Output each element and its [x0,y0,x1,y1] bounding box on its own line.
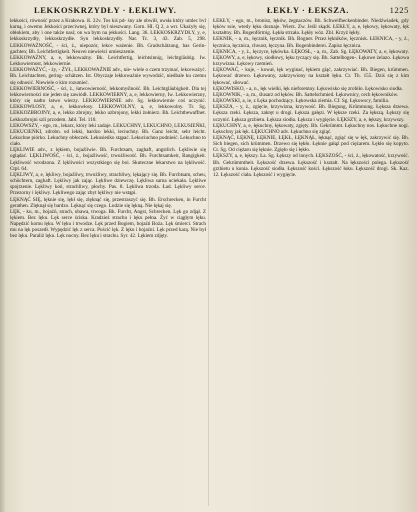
column-divider [208,18,209,506]
entry-paragraph: ŁĘKOWISKO, - a, n., łęk wielki, łęk nieforemny. Łękowisko się zrobiło. Łękowisko siodła. [213,85,403,92]
entry-paragraph: ŁĘKOWNIK, - a, m., ślusarz od łęków. Bh. Sattelschmied. Łękownicy, cech łękowników. [213,91,399,98]
header-left-title: LEKKOSKRZYDŁY · ŁEKLIWY. [34,5,177,15]
entry-paragraph: LĘKLIWY, a, e, lękliwy, bojaźliwy, trwożliwy, strachliwy, lękający się. Bh. Furchtsam, scheu, schüchtern, zaghaft. Lękliwy jak zając. Lękliwe dziewczę. Lękliwa sarna uciekała. Lękliwe spojrzenie. Lękliwy koń, strachliwy, płochy. Pas. 8. Lękliwa trzoda. Ład. Lękliwy serce. Przezorny i lękliwy. Lękliwego zając zbyt lękliwy nie wstąpi. [10,171,206,197]
entry-paragraph: LĘKLIWIE adv., z lękiem, bojaźliwie. Bh. Furchtsam, zaghaft, angstlich. Lękliwie się oglądać. LĘKLIWOŚĆ, - ści, ż., bojaźliwość, trwożliwość. Bh. Furchtsamkeit, Bangigkeit. Lękliwość wrodzona. Z lękliwości wszystkiego się boi. Skuteczne lekarstwo na lękliwość. Ctpl. 64. [10,147,206,172]
entry-paragraph: ŁĘKOWAĆ, - kuje, - kował, łęk wyginać, łękiem giąć, zakrzywiać. Bh. Biegen, krümmen. Łękować drzewo. Łękowany, zakrzywiony na kształt łęku. Cr. Th. 155. Dziś się z kim łękować, siłować. [213,67,409,86]
entry-paragraph: ŁĘKUCHNY, a, e, łękuchny, łękowaty, zgięty. Bh. Gekrümmt. Łękuchny nos. Łękuchne nogi. Łękuchny jak łęk. ŁĘKUCHNO adv. Łękuchno się zgiąć. [213,122,409,135]
page-number: 1225 [389,5,409,15]
entry-paragraph: LEKKOWAŻYĆ, - ży, - ŻYŁ, LEKKOWAŻNIE adv., nie- wiele o czem trzymać, lekceważyć. Bh. Leichtachten, gering- schätzen. Ist. Obyczaje lekkowaźnie wywodzić, niedbale ku czemu się odnosić. Niewiele o kim rozumieć. [10,67,206,86]
entry-paragraph: LEKOWSZY, - ego, m., lekarz, który leki zadaje. LEKUCHNY, LEKUCHNO, LEKUSIEŃKI, LEKUCIEŃKI, zdrobn. od lekki, bardzo lekki, leciuchny. Bh. Ganz leicht, sehr leicht. Lekuchne piórko. Lekuchny obłoczek. Lekusieńko stąpać. Lekuciuchno podnieść. Lekuchno to ciało. [10,122,206,148]
entry-paragraph: LEKKOWAŻNY, a, e, lekkoważny. Bk. Leichtfertig, leichtsinnig, leichtgläubig. Iw. Lekkowiernost, lekkowiernie. [10,54,206,68]
binding-gutter [0,0,6,512]
entry-paragraph: ŁĘKSZY, a, e, łększy. Ła. Sg. Łększy od innych. ŁĘKSZOŚĆ, - ści, ż., łękowatość, krzywość. Bh. Gekrümmtheit. Łększość drzewa. Łększość i kształt. Na łększości polega. Łększość grzbietu u konia. Łększość siodła. Łększość kości. Łększość łuku. Łększość drogi. Sk. Kaz. 12. Łększość ciała. Łększość i wygięcie. [213,153,409,178]
entry-paragraph: ŁĘKOWSKI, a, ie, z Łęka pochodzący. Łękowska ziemia. Cf. Sg. Łękowscy, familia. [213,98,390,105]
header-right-title: ŁEKŁY · ŁEKSZA. [266,5,349,15]
entry-paragraph: ŁEKŁY, - ego, m., bronisz, łęków, żegnaczów. Bh. Schweifheckenbinder. Niedźwiadek, gdy łęków ssie, wtedy łęku doznaje. Wierz. Zw. Jeśli skądś. ŁEKŁY, a, e, łękowy, łękowaty, łęk kształtny. Bh. Bogenförmig. Łękła strzała. Łękły wóz. Zbl. Krzyż łękły. [213,18,409,37]
entry-paragraph: LEKKOWIERNOŚĆ, - ści, ż., łatwowierność, lekkomyślność. Bh. Leichtgläubigkeit. Dla tej lekkowierności nie jeden się zawiódł. LEKKOWIERNY, a, e, lekkowierny, Iw. Lekkowierzny, który się nadto łatwo wierzy. LEKKOWIERNIE adv. Sg. lekkowiernie coś uczynić. LEKKOWŁOSY, a, e, lekkowłosy. LEKKOWOLNY, a, e, lekkowolny. Tr. Sg. LEKKOZBROJNY, a, e, lekko zbrojny, lekko uzbrojony, lekki żołnierz. Bh. Leichtbewaffnet. Lekkozbrojni szli przodem. Jabl. Tel. 110. [10,85,206,123]
right-column [213,18,409,506]
entry-paragraph: lekkości, równość przez a Krakowa. iš. 22v. Tos kiś pd- śny ale obwilł, uwsła ktdry umlec bvl karną, i owemu Jekkości przeciwnej, który byl nieszwany. Gorn. HI. Q 2, a wrr. Ukażyły się, obłokiem, aby i one także nasi; on wa bym na jekkości. Lang. 36. LEKKOSKRZYDŁY, y, e, lekkoskrzydły, lekkoskrzydłe. Syn lekkoskrzydły. Nar. Tc. 3, 43. Zab. 5, 298. LEKKOWAŻNOŚĆ, - ści, ż., niepozór, lekce ważenie. Bh. Gradschätzung, bas Gerin- gachten; Bh. Leichtfertigkeit. Neuvei niewieści umieszzenie. [10,18,206,55]
entry-paragraph: ŁĘKNĄĆ, ŁĘKNĘ, ŁĘKNIE, ŁĘKŁ, ŁĘKNĄŁ, łęknąć, zgiąć się w łęk, zakrzywić się. Bh. Sich biegen, sich krümmen. Drzewo się łękło. Łęknie gałąź pod ciężarem. Łękło się kopyto. Cr. Sg. Od ciężaru się łęknie. Zgięło się i łękło. [213,134,409,154]
entry-paragraph: LĘK, - ku, m., bojaźń, strach, obawa, trwoga. Bh. Furcht, Angst, Schrecken. Lęk go zdjął. Z lękiem. Bez lęku. Lęk serce ściska. Kradzież strachu i lęku pełna. Żyć w ciągłym lęku. Napędzić komu lęku. W lęku i trwodze. Lęk przed Bogiem, bojaźń Boża. Lęk śmierci. Strach mu na lęk poszedł. Wypędzić lęk z serca. Puścić lęk. Z lęku i bojaźni. Lęk przed karą. Nie był bez lęku. Paraliż lęku. Lęk nocny. Bez lęku i strachu. Syr. 42. Lękiem zdjęty. [10,208,206,240]
entry-paragraph: ŁĘKNICA, - y, ż., łęczyce, łękówka. ŁĘKOSŁ, - a, m., Zab. Sg. ŁĘKOWATY, a, e, łękowaty. ŁĘKOWY, a, e, łękowy, siodłowy, łęku tyczący się. Bh. Sattelbogen-. Łękowe żelazo. Łękowa krzywizna. Łękowy rzemień. [213,48,409,68]
entry-paragraph: ŁĘKSZA, - y, ż., zgięcie, krzywizna, krzywość. Bh. Biegung, Krümmung. Łększa drzewa. Łększa rzeki. Łększa, zakręt u drogi. Łększa gałęzi. W łększe rzeki. Za łększą. Łększy się uczynić. Łększa grzbietu. Łększa siodła. Łększa i wygięcie. ŁĘKSZY, a, e, łększy, krzywszy. [213,104,409,123]
running-header [6,5,409,19]
left-column [10,18,206,506]
entry-paragraph: LĘKNĄĆ SIĘ, lęknie się, lękł się, zlęknąć się, przestraszyć się. Bh. Erschrecken, in Furcht gerathen. Zlęknął się bardzo. Lęknąć się czego. Ludzie się lękną. Nie lękaj się. [10,196,206,209]
entry-paragraph: ŁEKNIK, - a, m., łęcznik, łęcznik. Bh. Bogner. Przez łękników, łęcznisk. ŁEKNICA, - y, ż., łęcznica, łęcznica, chwast, łęczyna. Bh. Bogenbinderei. Zapisz łęcznica. [213,36,409,49]
